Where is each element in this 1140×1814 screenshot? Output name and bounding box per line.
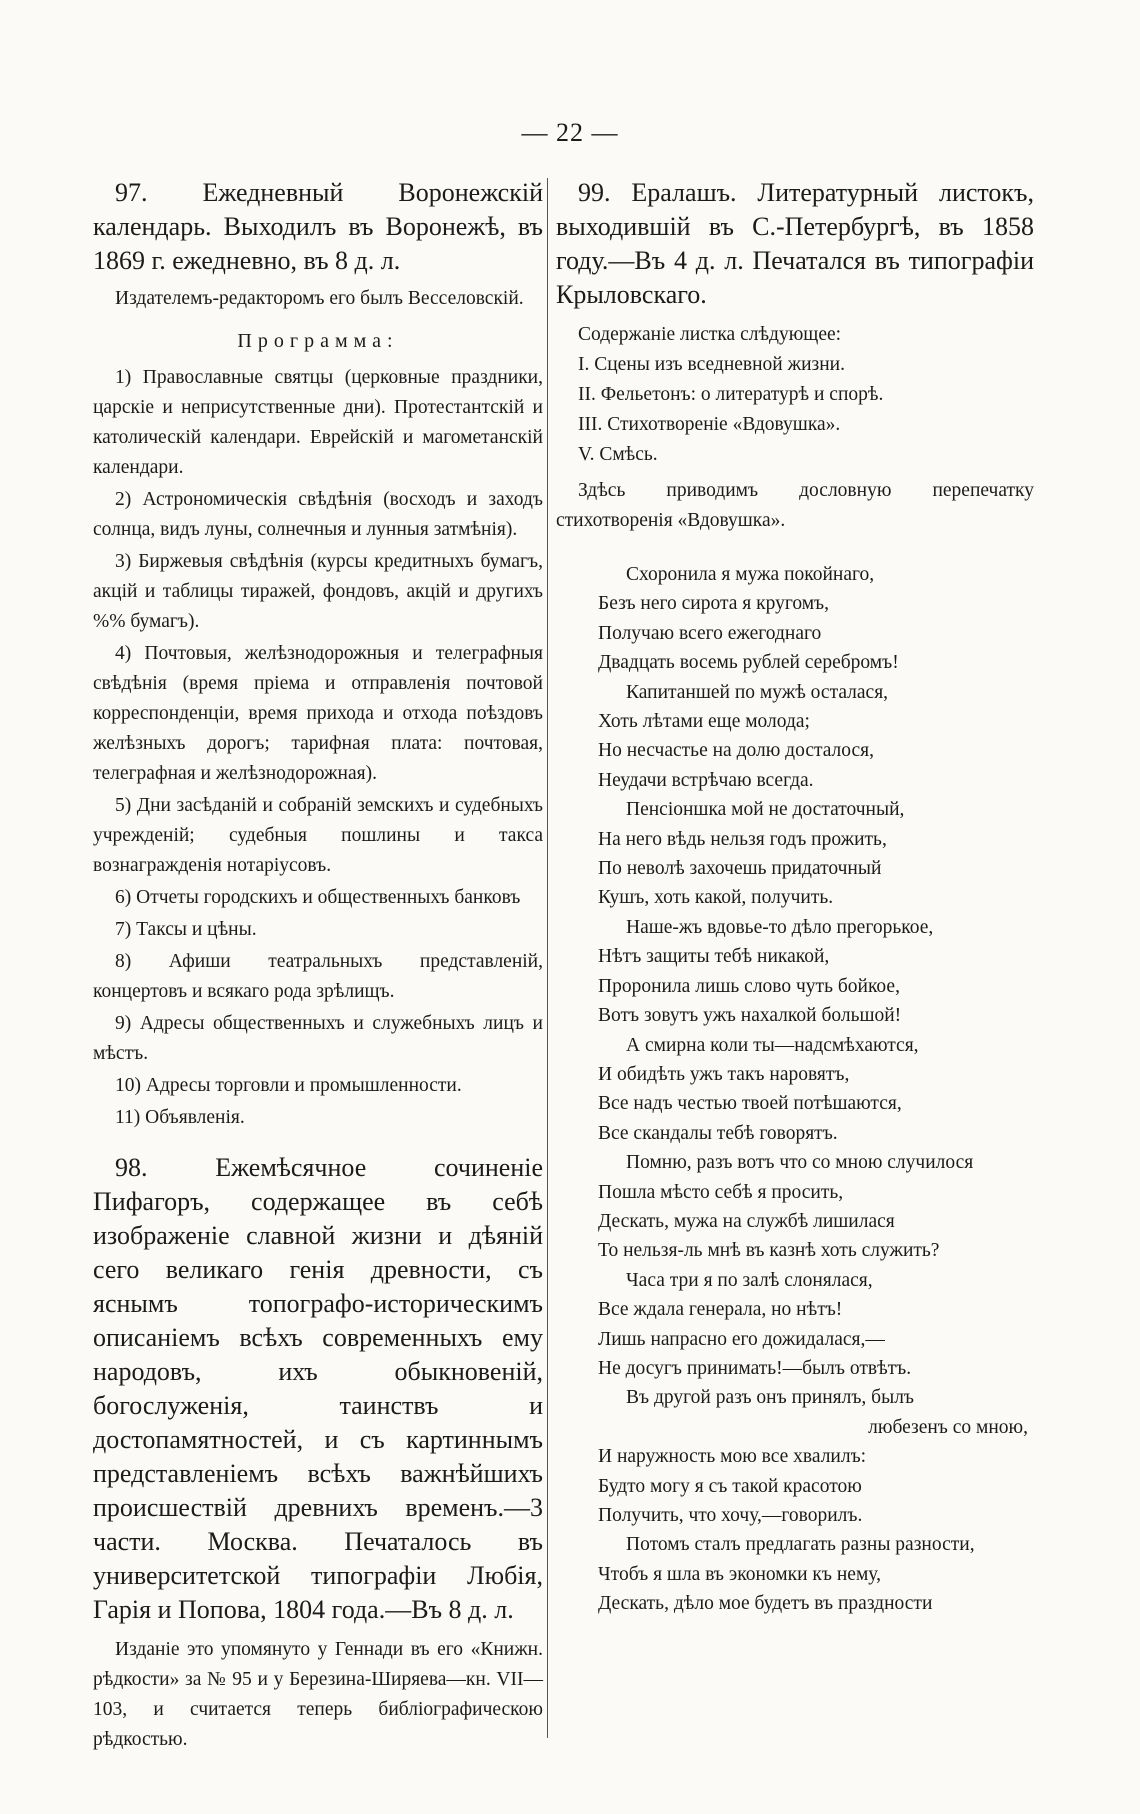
contents-list <box>556 320 1034 470</box>
poem-line: Получить, что хочу,—говорилъ. <box>598 1505 863 1526</box>
programa-item: 2) Астрономическія свѣдѣнія (восходъ и заходъ солнца, видъ луны, солнечныя и лунныя затмѣнія). <box>93 489 543 540</box>
poem-stanza <box>598 1383 1034 1530</box>
poem-stanza <box>598 678 1034 796</box>
poem-line: Капитаншей по мужѣ осталася, <box>626 681 889 703</box>
programa-item: 5) Дни засѣданій и собраній земскихъ и судебныхъ учрежденій; судебныя пошлины и такса вознагражденія нотаріусовъ. <box>93 795 543 876</box>
programa-item: 1) Православные святцы (церковные праздники, царскіе и неприсутственные дни). Протестантскій и католическій календари. Еврейскій и магометанскій календари. <box>93 367 543 478</box>
programa-item: 4) Почтовыя, желѣзнодорожныя и телеграфныя свѣдѣнія (время пріема и отправленія почтовой корреспонденціи, время прихода и отхода поѣздовъ желѣзныхъ дорогъ; тарифная плата: почтовая, телеграфная и желѣзнодорожная). <box>93 643 543 784</box>
column-divider <box>547 178 548 1738</box>
poem-line: А смирна коли ты—надсмѣхаются, <box>626 1034 919 1056</box>
entry-97-title: 97. Ежедневный Воронежскій календарь. Выходилъ въ Воронежѣ, въ 1869 г. ежедневно, въ 8 д. л. <box>93 178 543 275</box>
poem-line: Часа три я по залѣ слонялася, <box>626 1269 873 1291</box>
contents-item: V. Смѣсь. <box>578 444 658 465</box>
contents-item: I. Сцены изъ вседневной жизни. <box>578 354 845 375</box>
poem-line: Схоронила я мужа покойнаго, <box>626 564 875 585</box>
entry-98-title: 98. Ежемѣсячное сочиненіе Пифагоръ, содержащее въ себѣ изображеніе славной жизни и дѣяній сего великаго генія древности, съ яснымъ топографо-историческимъ описаніемъ всѣхъ современныхъ ему народовъ, ихъ обыкновеній, богослуженія, таинствъ и достопамятностей, и съ картиннымъ представленіемъ всѣхъ важнѣйшихъ происшествій древнихъ временъ.—3 части. Москва. Печаталось въ университетской типографіи Любія, Гарія и Попова, 1804 года.—Въ 8 д. л. <box>93 1153 543 1624</box>
poem-line: Все надъ честью твоей потѣшаются, <box>598 1093 902 1115</box>
programa-item: 6) Отчеты городскихъ и общественныхъ банковъ <box>115 887 521 908</box>
left-column <box>93 176 543 1755</box>
poem-line: Пенсіоншка мой не достаточный, <box>626 799 905 821</box>
poem-line: Получаю всего ежегоднаго <box>598 622 822 644</box>
contents-item: II. Фельетонъ: о литературѣ и спорѣ. <box>578 384 884 405</box>
poem-stanza <box>598 560 1034 678</box>
poem-line: Все скандалы тебѣ говорятъ. <box>598 1122 838 1144</box>
poem-line: Будто могу я съ такой красотою <box>598 1475 862 1497</box>
poem-stanza <box>598 913 1034 1031</box>
programa-item: 8) Афиши театральныхъ представленій, концертовъ и всякаго рода зрѣлищъ. <box>93 951 543 1002</box>
poem-line: Пошла мѣсто себѣ я просить, <box>598 1181 844 1203</box>
poem-line: Но несчастье на долю досталося, <box>598 740 875 762</box>
poem-line: И обидѣть ужъ такъ наровятъ, <box>598 1063 850 1085</box>
page-number: — 22 — <box>521 118 619 147</box>
poem-stanza <box>598 1530 1034 1618</box>
poem-vdovushka <box>556 560 1034 1619</box>
poem-line: Дескать, дѣло мое будетъ въ праздности <box>598 1593 933 1615</box>
poem-line: Все ждала генерала, но нѣтъ! <box>598 1299 843 1321</box>
poem-line: На него вѣдь нельзя годъ прожить, <box>598 828 887 850</box>
poem-stanza <box>598 1266 1034 1384</box>
poem-line: Дескать, мужа на службѣ лишилася <box>598 1210 895 1232</box>
poem-line: Нѣтъ защиты тебѣ никакой, <box>598 946 830 968</box>
entry-97-publisher: Издателемъ-редакторомъ его былъ Весселовскій. <box>115 288 524 309</box>
entry-98-note: Изданіе это упомянуто у Геннади въ его «Книжн. рѣдкости» за № 95 и у Березина-Ширяева—кн. VII—103, и считается теперь библіографическою рѣдкостью. <box>93 1639 543 1750</box>
poem-stanza <box>598 1148 1034 1266</box>
poem-stanza <box>598 1031 1034 1149</box>
right-column <box>556 176 1034 1619</box>
entry-99-title: 99. Ералашъ. Литературный листокъ, выходившій въ С.-Петербургѣ, въ 1858 году.—Въ 4 д. л. Печатался въ типографіи Крыловскаго. <box>556 178 1034 309</box>
poem-line: Безъ него сирота я кругомъ, <box>598 593 830 615</box>
programa-item: 7) Таксы и цѣны. <box>115 919 257 940</box>
programa-item: 3) Биржевыя свѣдѣнія (курсы кредитныхъ бумагъ, акцій и таблицы тиражей, фондовъ, акцій и другихъ %% бумагъ). <box>93 551 543 632</box>
poem-line: Наше-жъ вдовье-то дѣло прегорькое, <box>626 916 934 938</box>
poem-line: Помню, разъ вотъ что со мною случилося <box>626 1152 974 1174</box>
poem-line: Кушъ, хоть какой, получить. <box>598 887 834 909</box>
poem-line: Двадцать восемь рублей серебромъ! <box>598 652 899 674</box>
programa-list <box>93 363 543 1133</box>
poem-line: Потомъ сталъ предлагать разны разности, <box>626 1534 975 1556</box>
programa-heading: Программа: <box>237 330 399 352</box>
poem-line: Не досугъ принимать!—былъ отвѣтъ. <box>598 1357 912 1379</box>
programa-item: 11) Объявленія. <box>115 1107 245 1128</box>
poem-line: Неудачи встрѣчаю всегда. <box>598 769 814 791</box>
poem-line: Хоть лѣтами еще молода; <box>598 711 810 733</box>
poem-line: Лишь напрасно его дожидалася,— <box>598 1328 885 1350</box>
poem-line: Чтобъ я шла въ экономки къ нему, <box>598 1563 881 1585</box>
poem-line: По неволѣ захочешь придаточный <box>598 858 882 880</box>
poem-line: Вотъ зовутъ ужъ нахалкой большой! <box>598 1005 902 1027</box>
programa-item: 10) Адресы торговли и промышленности. <box>115 1075 462 1096</box>
poem-line: любезенъ со мною, <box>868 1416 1028 1438</box>
poem-line: Въ другой разъ онъ принялъ, былъ <box>626 1387 915 1409</box>
poem-line: Проронила лишь слово чуть бойкое, <box>598 975 900 997</box>
contents-item: III. Стихотвореніе «Вдовушка». <box>578 414 841 435</box>
programa-item: 9) Адресы общественныхъ и служебныхъ лицъ и мѣстъ. <box>93 1013 543 1064</box>
reprint-note: Здѣсь приводимъ дословную перепечатку стихотворенія «Вдовушка». <box>556 480 1034 531</box>
contents-intro: Содержаніе листка слѣдующее: <box>578 324 842 345</box>
poem-line: И наружность мою все хвалилъ: <box>598 1446 867 1468</box>
poem-stanza <box>598 795 1034 913</box>
poem-line: То нельзя-ль мнѣ въ казнѣ хоть служить? <box>598 1240 940 1262</box>
